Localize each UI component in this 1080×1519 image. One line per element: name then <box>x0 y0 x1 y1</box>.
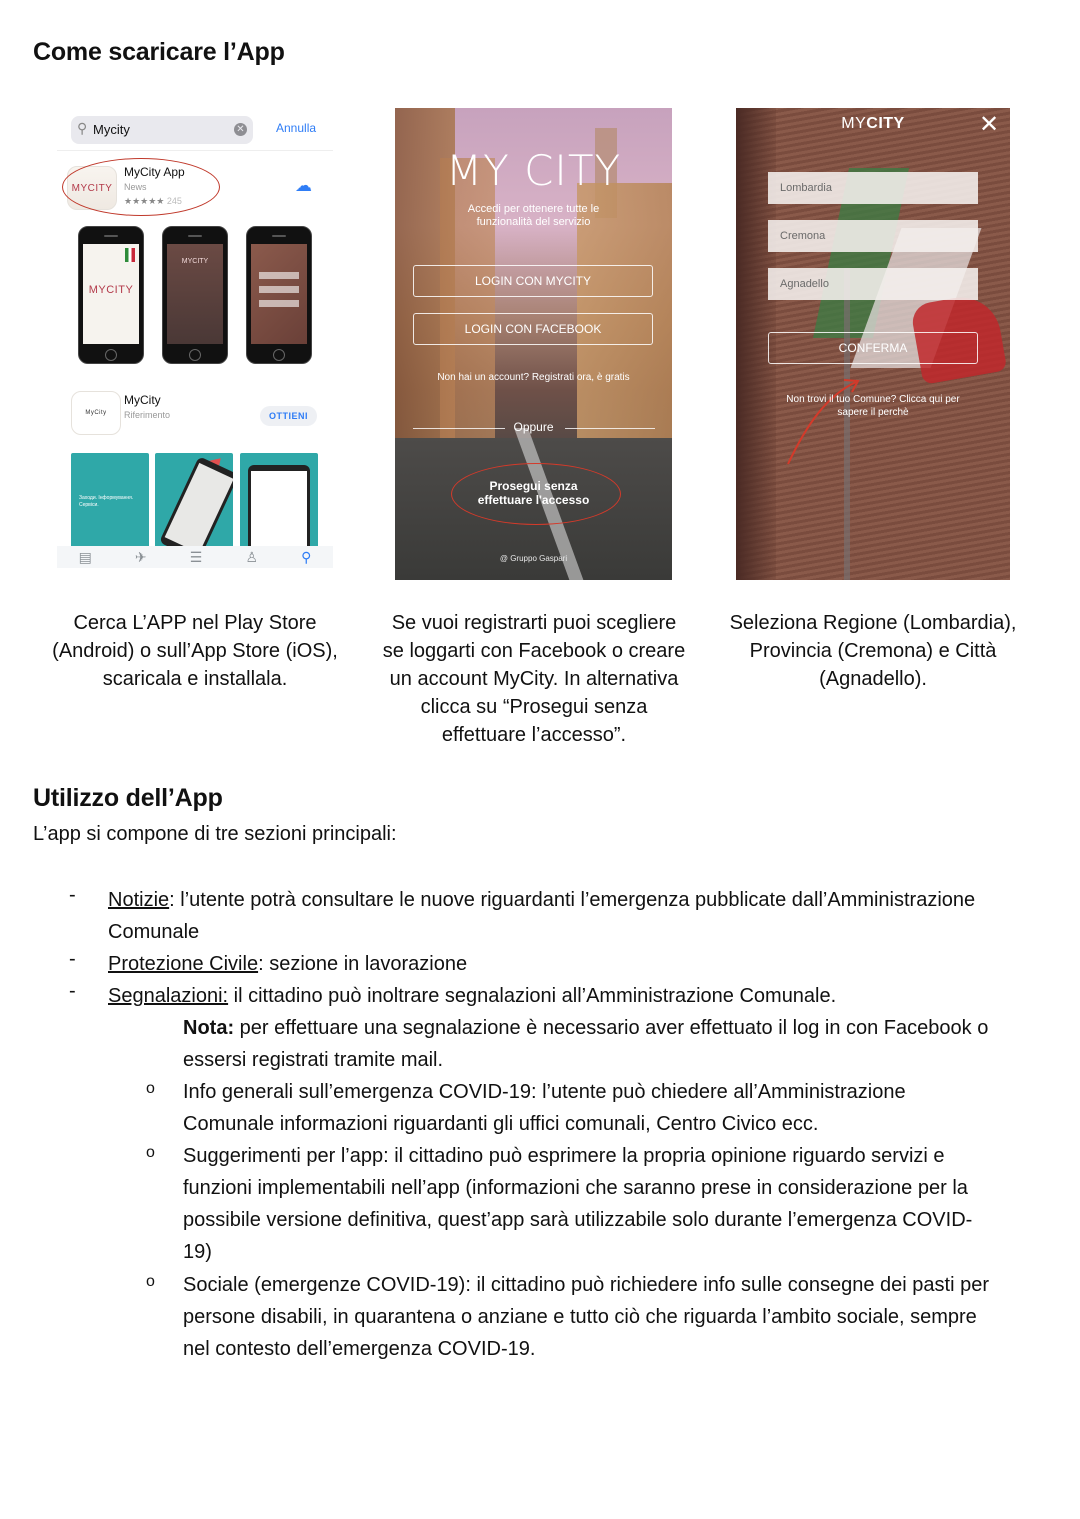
skip-line: Prosegui senza <box>489 479 578 493</box>
term-protezione-civile: Protezione Civile <box>108 953 259 975</box>
today-icon[interactable]: ▤ <box>78 548 92 565</box>
subitem-line: Info generali sull’emergenza COVID-19: l’utente può chiedere all’Amministrazione <box>183 1081 906 1103</box>
caption-line: effettuare l’accesso”. <box>441 724 627 746</box>
list-bullet: - <box>69 980 76 1002</box>
highlight-circle <box>62 158 220 216</box>
mycity-logo <box>736 115 1010 133</box>
search-query: Mycity <box>93 122 130 137</box>
list-bullet: - <box>69 948 76 970</box>
usage-intro: L’app si compone di tre sezioni principali: <box>33 823 397 845</box>
caption-download <box>35 609 355 693</box>
search-icon[interactable]: ⚲ <box>301 548 312 565</box>
caption-line: un account MyCity. In alternativa <box>389 668 679 690</box>
login-facebook-button[interactable]: LOGIN CON FACEBOOK <box>413 313 653 345</box>
login-mycity-button[interactable]: LOGIN CON MYCITY <box>413 265 653 297</box>
region-select[interactable]: Lombardia <box>768 172 978 204</box>
mycity-app-icon[interactable]: MYCITY <box>67 166 117 210</box>
subtitle-line: Accedi per ottenere tutte le <box>467 203 600 215</box>
preview-logo: MYCITY <box>181 258 209 265</box>
subitem-line: persone disabili, in quarantena o anziane e tutto ciò che riguarda l’ambito sociale, sempre <box>183 1306 977 1328</box>
caption-line: Provincia (Cremona) e Città <box>749 640 997 662</box>
item-text: l’utente potrà consultare le nuove riguardanti l’emergenza pubblicate dall’Amministrazione <box>174 889 976 911</box>
app-name[interactable]: MyCity <box>124 393 161 407</box>
italian-flag-icon <box>125 248 135 262</box>
preview-phone-2 <box>162 226 228 364</box>
appstore-search-input[interactable] <box>71 116 253 144</box>
help-line: sapere il perchè <box>837 407 909 418</box>
term-sep: : <box>169 889 175 911</box>
rating-count: 245 <box>166 196 182 206</box>
sublist-bullet: o <box>146 1144 155 1161</box>
city-select[interactable]: Agnadello <box>768 268 978 300</box>
note-text: per effettuare una segnalazione è necessario aver effettuato il log in con Facebook o <box>234 1017 989 1039</box>
caption-line: (Agnadello). <box>819 668 927 690</box>
divider <box>57 150 333 151</box>
logo-bold: CITY <box>866 115 905 132</box>
list-item-segnalazioni <box>108 980 836 1012</box>
caption-login <box>370 609 698 749</box>
section-title-download: Come scaricare l’App <box>33 38 285 66</box>
preview-logo: MYCITY <box>88 284 134 296</box>
term-notizie: Notizie <box>108 889 170 911</box>
register-link[interactable]: Non hai un account? Registrati ora, è gratis <box>437 372 630 383</box>
subitem-line: Suggerimenti per l’app: il cittadino può esprimere la propria opinione riguardo servizi e <box>183 1145 945 1167</box>
item-text: sezione in lavorazione <box>263 953 468 975</box>
star-rating-icon: ★★★★★ <box>124 196 165 206</box>
sublist-bullet: o <box>146 1273 155 1290</box>
note-label: Nota: <box>183 1017 235 1039</box>
subitem-line: possibile versione definitiva, quest’app sarà utilizzabile solo durante l’emergenza COVID- <box>183 1209 973 1231</box>
subitem-line: Sociale (emergenze COVID-19): il cittadino può richiedere info sulle consegne dei pasti per <box>183 1274 989 1296</box>
subitem-line: nel contesto dell’emergenza COVID-19. <box>183 1338 536 1360</box>
login-screenshot <box>395 108 672 580</box>
caption-line: clicca su “Prosegui senza <box>420 696 648 718</box>
cancel-link[interactable]: Annulla <box>276 121 317 135</box>
help-line: Non trovi il tuo Comune? Clicca qui per <box>786 394 960 405</box>
app-category: News <box>124 182 147 192</box>
background-building <box>440 158 495 438</box>
sublist-item-sociale <box>183 1269 989 1365</box>
subitem-line: Comunale informazioni riguardanti gli uffici comunali, Centro Civico ecc. <box>183 1113 819 1135</box>
caption-line: (Android) o sull’App Store (iOS), <box>52 640 338 662</box>
note-text: essersi registrati tramite mail. <box>183 1049 444 1071</box>
caption-line: scaricala e installala. <box>102 668 288 690</box>
item-text: il cittadino può inoltrare segnalazioni all’Amministrazione Comunale. <box>228 985 837 1007</box>
location-screenshot <box>736 108 1010 580</box>
skip-line: effettuare l'accesso <box>477 493 590 507</box>
confirm-button[interactable]: CONFERMA <box>768 332 978 364</box>
mycity-logo: MY CITY <box>445 146 622 195</box>
caption-line: Seleziona Regione (Lombardia), <box>729 612 1017 634</box>
search-icon: ⚲ <box>77 120 88 136</box>
help-link[interactable] <box>736 393 1010 419</box>
apps-icon[interactable]: ☰ <box>189 548 203 565</box>
promo-image-1 <box>71 453 149 553</box>
list-item-protezione-civile <box>108 948 467 980</box>
subtitle-line: funzionalità del servizio <box>476 216 591 228</box>
caption-line: Cerca L’APP nel Play Store <box>73 612 317 634</box>
games-icon[interactable]: ✈ <box>134 548 147 565</box>
note <box>183 1012 988 1076</box>
logo-light: MY <box>841 115 867 132</box>
preview-phone-1 <box>78 226 144 364</box>
mycity-alt-app-icon[interactable]: MyCity <box>71 391 121 435</box>
province-select[interactable]: Cremona <box>768 220 978 252</box>
close-icon[interactable]: ✕ <box>979 111 1000 138</box>
highlight-circle <box>451 463 621 525</box>
get-button[interactable]: OTTIENI <box>260 406 317 426</box>
subitem-line: 19) <box>183 1241 212 1263</box>
term-segnalazioni: Segnalazioni: <box>108 985 229 1007</box>
app-category: Riferimento <box>124 410 171 420</box>
appstore-screenshot <box>57 108 333 568</box>
caption-line: se loggarti con Facebook o creare <box>382 640 686 662</box>
clear-icon[interactable]: ✕ <box>234 123 247 136</box>
arcade-icon[interactable]: ♙ <box>245 548 259 565</box>
subitem-line: funzioni implementabili nell’app (informazioni che saranno prese in considerazione per la <box>183 1177 968 1199</box>
or-label: Oppure <box>513 420 554 434</box>
section-title-usage: Utilizzo dell’App <box>33 784 223 812</box>
app-name[interactable]: MyCity App <box>124 165 185 179</box>
sublist-item-suggerimenti <box>183 1140 972 1268</box>
annotation-arrow-icon <box>786 376 866 466</box>
appstore-tabbar <box>57 546 333 568</box>
preview-phone-3 <box>246 226 312 364</box>
promo-image-2 <box>155 453 233 553</box>
list-bullet: - <box>69 884 76 906</box>
list-item-notizie <box>108 884 975 948</box>
copyright: @ Gruppo Gaspari <box>499 554 568 563</box>
term-sep: : <box>258 953 264 975</box>
item-text: Comunale <box>108 921 200 943</box>
promo-image-3 <box>240 453 318 553</box>
sublist-item-info-covid <box>183 1076 906 1140</box>
promo-text: Заходи. Інформування. Сервіси. <box>79 495 134 508</box>
cloud-download-icon[interactable]: ☁ <box>295 176 312 195</box>
caption-location <box>712 609 1034 693</box>
login-subtitle <box>395 203 672 229</box>
caption-line: Se vuoi registrarti puoi scegliere <box>391 612 677 634</box>
sublist-bullet: o <box>146 1080 155 1097</box>
